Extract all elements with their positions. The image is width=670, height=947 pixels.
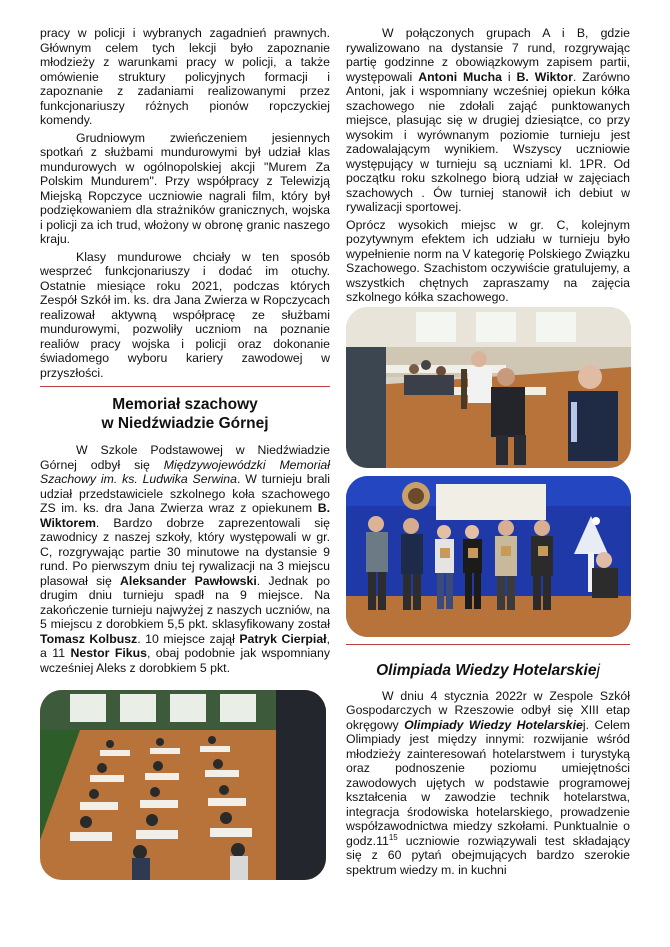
hotel-olympiad-section: [346, 656, 630, 877]
player-name: Nestor Fikus: [70, 646, 147, 660]
section-divider: [346, 644, 630, 645]
paragraph-murem-za-polskim-mundurem: Grudniowym zwieńczeniem jesiennych spotkań z służbami mundurowymi był udział klas mundurowych w ogólnopolskiej akcji "Murem Za Polskim Mundurem". Przy współpracy z Telewizją Miejską Ropczyce uczniowie nagrali film, który był podziękowaniem dla strażników granicznych, wojska i policji za ich trud, włożony w obronę granic naszego kraju.: [40, 130, 330, 246]
paragraph-police-lessons: pracy w policji i wybranych zagadnień prawnych. Głównym celem tych lekcji było zapoznanie młodzieży z warunkami pracy w policji, a także omówienie struktury policyjnych formacji i zapoznanie z zadaniami realizowanymi przez funkcjonariuszy różnych pionów ropczyckiej komendy.: [40, 26, 330, 127]
paragraph-uniformed-classes: Klasy mundurowe chciały w ten sposób wesprzeć funkcjonariuszy i dodać im otuchy. Ostatnie miesiące roku 2021, podczas których Zespół Szkół im. ks. dra Jana Zwierza w Ropczycach realizował aktywną współpracę ze służbami mundurowymi, pozwoliły uczniom na poznanie realiów pracy wojska i policji oraz dokonanie świadomego wyboru kariery zawodowej w przyszłości.: [40, 249, 330, 380]
chess-memorial-title-line1: Memoriał szachowy: [112, 396, 258, 413]
award-ceremony-photo: [346, 476, 631, 637]
chess-players-image: [346, 307, 631, 468]
chess-players-photo: [346, 307, 631, 468]
paragraph-hotel-olympiad: W dniu 4 stycznia 2022r w Zespole Szkół Gospodarczych w Rzeszowie odbył się XIII etap okręgowy Olimpiady Wiedzy Hotelarskiej. Celem Olimpiady jest między innymi: rozwijanie wśród młodzieży zainteresowań hotelarstwem i turystyką oraz podnoszenie poziomu umiejętności zawodowych ujętych w podstawie programowej kształcenia w zawodzie technik hotelarstwa, integracja środowiska hotelarskiego, prowadzenie współzawodnictwa miedzy szkołami. Punktualnie o $godz.11^{15}$ uczniowie rozwiązywali test składający się z 60 pytań obejmujących bardzo szerokie spektrum wiedzy m. in kuchni: [346, 688, 630, 877]
olympiad-name: Olimpiady Wiedzy Hotelarskie: [404, 717, 583, 732]
chess-memorial-title: [40, 395, 330, 433]
hotel-olympiad-title: Olimpiada Wiedzy Hotelarskiej: [376, 662, 600, 679]
section-divider: [40, 386, 330, 387]
paragraph-groups-a-b: W połączonych grupach A i B, gdzie rywalizowano na dystansie 7 rund, rozgrywając partię godzinne z obowiązkowym zapisem partii, występowali Antoni Mucha i B. Wiktor. Zarówno Antoni, jak i wspomniany wcześniej opiekun kółka szachowego nie zdołali zająć punktowanych miejsce, plasując się w drugiej dziesiątce, co przy wysokim i wyrównanym poziomie turnieju jest zadowalającym wynikiem. Wszyscy uczniowie występujący w turnieju są uczniami kl. 1PR. Od początku roku szkolnego biorą udział w zajęciach szachowych . Ów turniej stanowił ich debiut w rywalizacji sportowej.: [346, 26, 631, 214]
award-ceremony-image: [346, 476, 631, 637]
paragraph-chess-norms: Oprócz wysokich miejsc w gr. C, kolejnym pozytywnym efektem ich udziału w turnieju było wypełnienie norm na V kategorię Polskiego Związku Szachowego. Szachistom oczywiście gratulujemy, a wszystkich chętnych zapraszamy na zajęcia szkolnego kółka szachowego.: [346, 217, 630, 304]
left-column: [40, 26, 330, 675]
coach-name: B. Wiktor: [516, 69, 573, 84]
player-name: Aleksander Pawłowski: [120, 573, 257, 588]
coach-name: B. Wiktorem: [40, 501, 331, 530]
memorial-name: Międzywojewódzki Memoriał Szachowy im. ks. Ludwika Serwina: [40, 457, 331, 486]
right-column: [346, 26, 630, 305]
player-name: Tomasz Kolbusz: [40, 631, 138, 646]
chess-hall-photo: [40, 690, 326, 880]
chess-hall-image: [40, 690, 326, 880]
chess-memorial-title-line2: w Niedźwiadzie Górnej: [101, 415, 269, 432]
player-name: Patryk Cierpiał: [239, 631, 327, 646]
player-name: Antoni Mucha: [418, 69, 502, 84]
paragraph-chess-memorial: W Szkole Podstawowej w Niedźwiadzie Górnej odbył się Międzywojewódzki Memoriał Szachowy im. ks. Ludwika Serwina. W turnieju brali udział przedstawiciele szkolnego koła szachowego ZS im. ks. dra Jana Zwierza wraz z opiekunem B. Wiktorem. Bardzo dobrze zaprezentowali się zawodnicy z naszej szkoły, który występowali w gr. C, rozgrywając partie 30 minutowe na dystansie 9 rund. Po pierwszym dniu tej rywalizacji na 3 miejscu plasował się Aleksander Pawłowski. Jednak po drugim dniu turnieju spadł na 9 miejsce. Na zakończenie turnieju najwyżej z naszych uczniów, na 5 miejscu z dorobkiem 5,5 pkt. sklasyfikowany został Tomasz Kolbusz. 10 miejsce zajął Patryk Cierpiał, a 11 Nestor Fikus, obaj podobnie jak wspomniany wcześniej Aleks z dorobkiem 5 pkt.: [40, 443, 331, 675]
